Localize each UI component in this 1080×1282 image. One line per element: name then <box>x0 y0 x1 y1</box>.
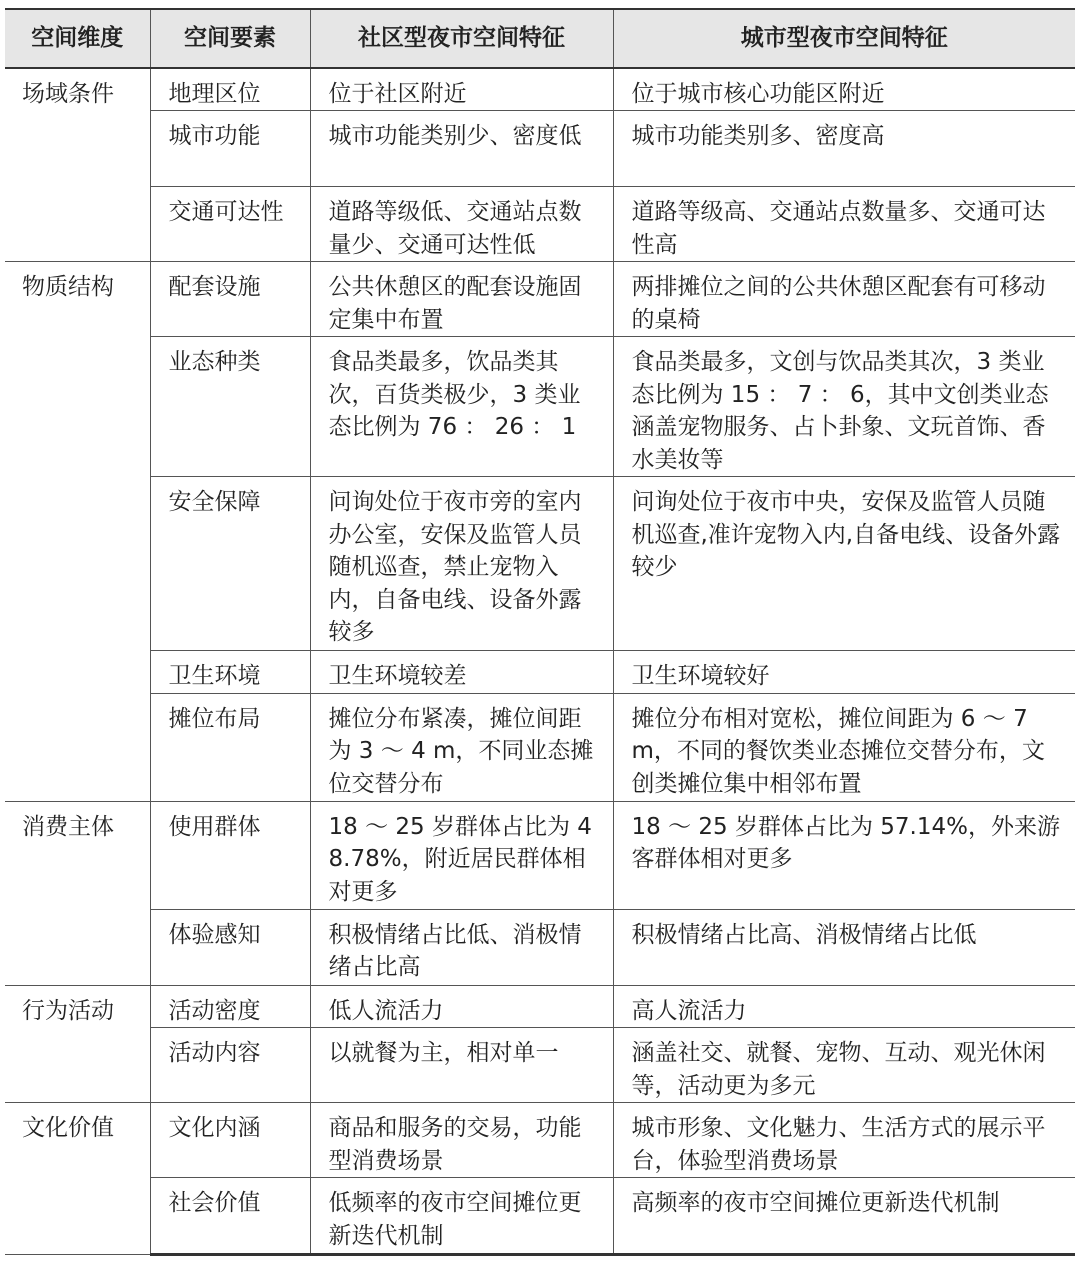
element-cell: 地理区位 <box>150 68 310 111</box>
community-cell: 公共休憩区的配套设施固定集中布置 <box>310 262 613 337</box>
element-cell: 卫生环境 <box>150 651 310 693</box>
header-dimension: 空间维度 <box>5 9 150 68</box>
table-row <box>5 477 1075 651</box>
community-cell: 卫生环境较差 <box>310 651 613 693</box>
city-cell: 高人流活力 <box>613 985 1075 1027</box>
table-row <box>5 187 1075 262</box>
community-cell: 摊位分布紧凑，摊位间距为 3 ～ 4 m，不同业态摊位交替分布 <box>310 693 613 801</box>
community-cell: 食品类最多，饮品类其次，百货类极少，3 类业态比例为 76 ： 26 ： 1 <box>310 337 613 477</box>
community-cell: 商品和服务的交易，功能型消费场景 <box>310 1103 613 1178</box>
city-cell: 积极情绪占比高、消极情绪占比低 <box>613 909 1075 985</box>
dimension-cell: 物质结构 <box>5 262 150 801</box>
community-cell: 低频率的夜市空间摊位更新迭代机制 <box>310 1178 613 1255</box>
table-row <box>5 1103 1075 1178</box>
element-cell: 社会价值 <box>150 1178 310 1255</box>
table-row <box>5 693 1075 801</box>
element-cell: 摊位布局 <box>150 693 310 801</box>
community-cell: 问询处位于夜市旁的室内办公室，安保及监管人员随机巡查，禁止宠物入内，自备电线、设备外露较多 <box>310 477 613 651</box>
header-community-night-market: 社区型夜市空间特征 <box>310 9 613 68</box>
table-row <box>5 651 1075 693</box>
table-row <box>5 1028 1075 1103</box>
community-cell: 城市功能类别少、密度低 <box>310 111 613 187</box>
community-cell: 18 ～ 25 岁群体占比为 48.78%，附近居民群体相对更多 <box>310 801 613 909</box>
table-row <box>5 985 1075 1027</box>
table-row <box>5 262 1075 337</box>
element-cell: 安全保障 <box>150 477 310 651</box>
element-cell: 活动内容 <box>150 1028 310 1103</box>
community-cell: 以就餐为主，相对单一 <box>310 1028 613 1103</box>
table-row <box>5 801 1075 909</box>
table-row <box>5 337 1075 477</box>
dimension-cell: 行为活动 <box>5 985 150 1102</box>
table-row <box>5 111 1075 187</box>
city-cell: 18 ～ 25 岁群体占比为 57.14%，外来游客群体相对更多 <box>613 801 1075 909</box>
city-cell: 高频率的夜市空间摊位更新迭代机制 <box>613 1178 1075 1255</box>
element-cell: 体验感知 <box>150 909 310 985</box>
table-row <box>5 68 1075 111</box>
city-cell: 两排摊位之间的公共休憩区配套有可移动的桌椅 <box>613 262 1075 337</box>
community-cell: 位于社区附近 <box>310 68 613 111</box>
element-cell: 使用群体 <box>150 801 310 909</box>
community-cell: 道路等级低、交通站点数量少、交通可达性低 <box>310 187 613 262</box>
table-row <box>5 909 1075 985</box>
element-cell: 活动密度 <box>150 985 310 1027</box>
dimension-cell: 消费主体 <box>5 801 150 985</box>
city-cell: 道路等级高、交通站点数量多、交通可达性高 <box>613 187 1075 262</box>
comparison-table <box>5 8 1075 1256</box>
city-cell: 问询处位于夜市中央，安保及监管人员随机巡查,准许宠物入内,自备电线、设备外露较少 <box>613 477 1075 651</box>
element-cell: 文化内涵 <box>150 1103 310 1178</box>
city-cell: 位于城市核心功能区附近 <box>613 68 1075 111</box>
city-cell: 卫生环境较好 <box>613 651 1075 693</box>
table-row <box>5 1178 1075 1255</box>
dimension-cell: 文化价值 <box>5 1103 150 1255</box>
element-cell: 交通可达性 <box>150 187 310 262</box>
city-cell: 城市形象、文化魅力、生活方式的展示平台，体验型消费场景 <box>613 1103 1075 1178</box>
community-cell: 积极情绪占比低、消极情绪占比高 <box>310 909 613 985</box>
city-cell: 摊位分布相对宽松，摊位间距为 6 ～ 7 m，不同的餐饮类业态摊位交替分布，文创类摊位集中相邻布置 <box>613 693 1075 801</box>
dimension-cell: 场域条件 <box>5 68 150 262</box>
header-city-night-market: 城市型夜市空间特征 <box>613 9 1075 68</box>
city-cell: 涵盖社交、就餐、宠物、互动、观光休闲等，活动更为多元 <box>613 1028 1075 1103</box>
element-cell: 城市功能 <box>150 111 310 187</box>
community-cell: 低人流活力 <box>310 985 613 1027</box>
city-cell: 城市功能类别多、密度高 <box>613 111 1075 187</box>
table-header-row <box>5 9 1075 68</box>
element-cell: 业态种类 <box>150 337 310 477</box>
city-cell: 食品类最多，文创与饮品类其次，3 类业态比例为 15 ： 7 ： 6，其中文创类业态涵盖宠物服务、占卜卦象、文玩首饰、香水美妆等 <box>613 337 1075 477</box>
element-cell: 配套设施 <box>150 262 310 337</box>
header-element: 空间要素 <box>150 9 310 68</box>
